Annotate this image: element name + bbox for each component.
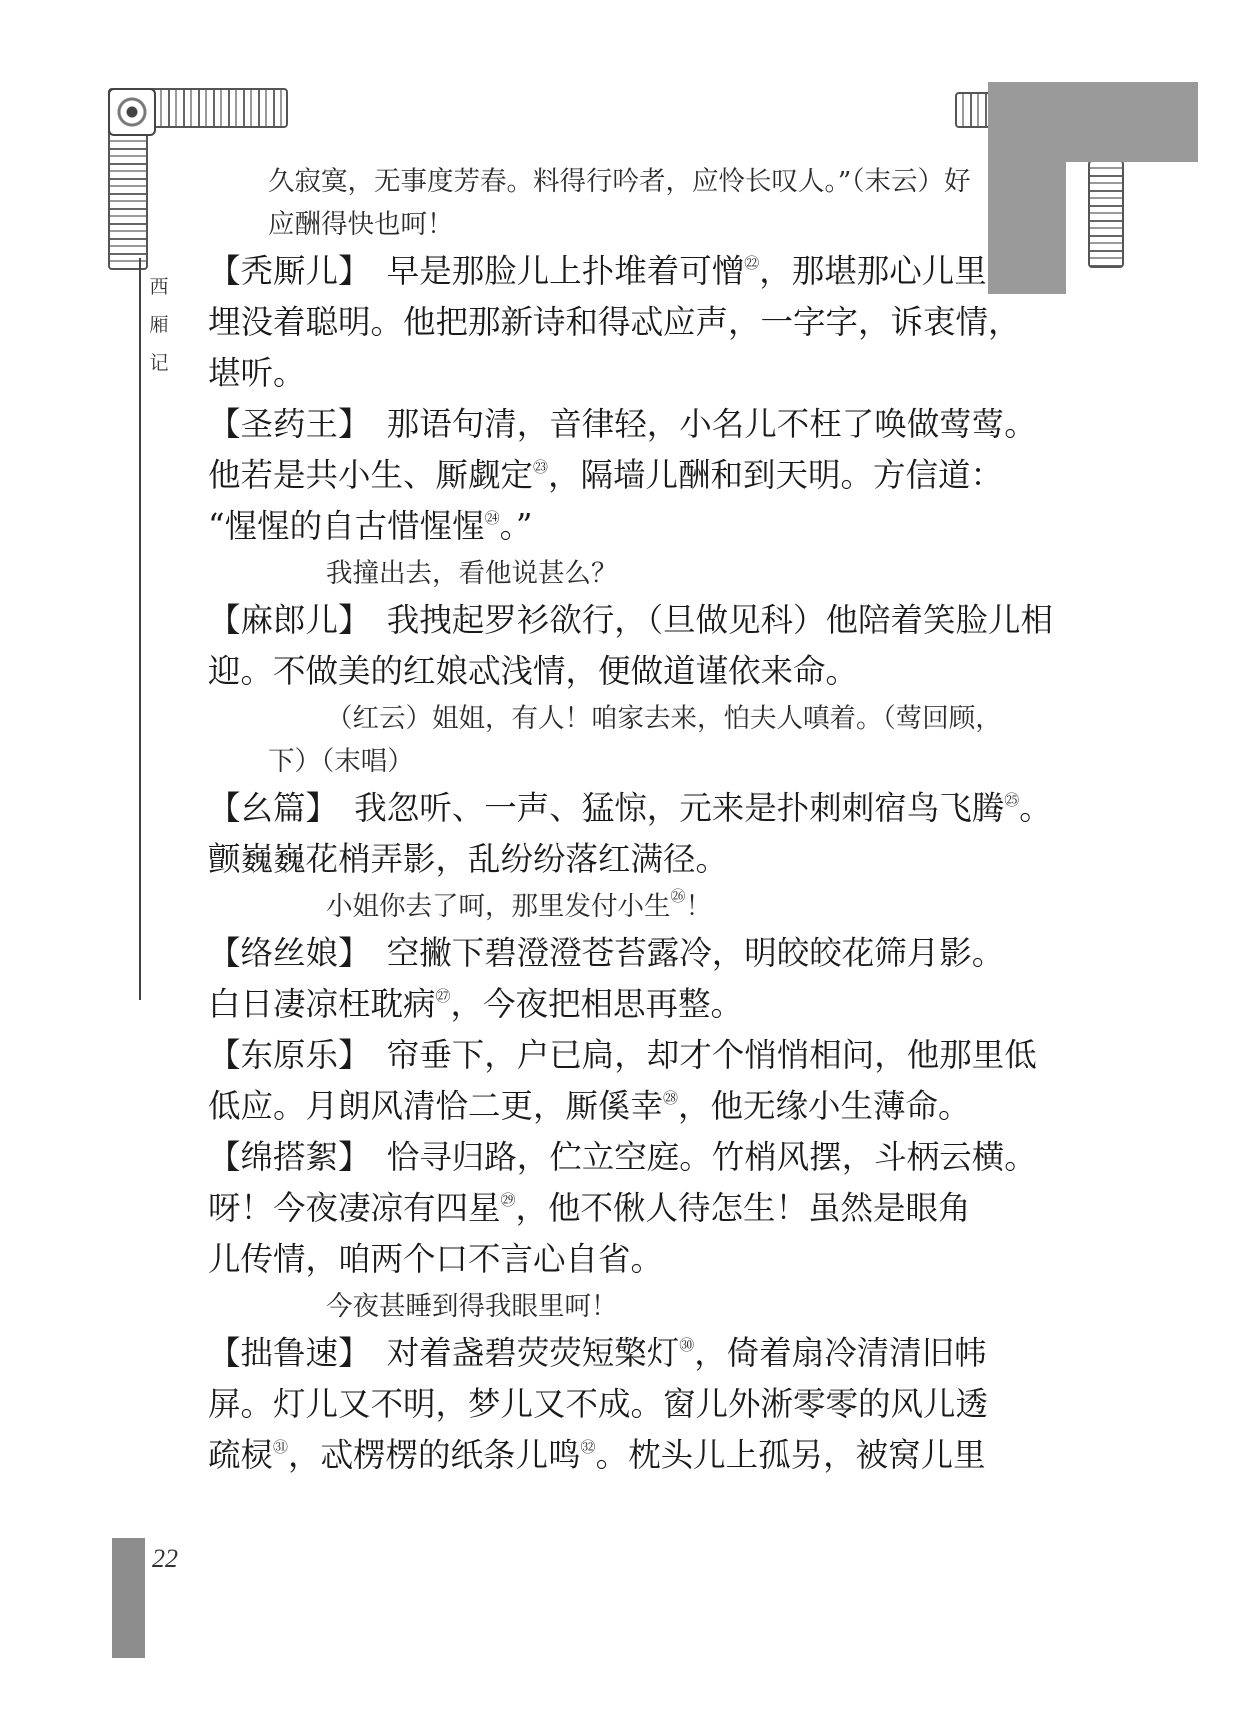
line-text: 埋没着聪明。他把那新诗和得忒应声，一字字，诉衷情， xyxy=(208,303,1021,341)
verse-line xyxy=(208,646,1020,697)
line-text: ，他无缘小生薄命。 xyxy=(678,1087,971,1125)
line-text: 今夜甚睡到得我眼里呵！ xyxy=(326,1291,618,1322)
verse-line xyxy=(208,834,1020,885)
side-ornament-right xyxy=(1088,160,1124,268)
line-text: 颤巍巍花梢弄影，乱纷纷落红满径。 xyxy=(208,840,729,878)
line-text: 小姐你去了呵，那里发付小生 xyxy=(326,891,671,922)
verse-line xyxy=(208,450,1020,501)
page-number-bar xyxy=(112,1538,145,1658)
verse-line xyxy=(208,928,1020,979)
line-text: 【秃厮儿】 早是那脸儿上扑堆着可憎 xyxy=(208,252,745,290)
line-text: ，今夜把相思再整。 xyxy=(450,985,744,1023)
verse-line xyxy=(208,1132,1037,1183)
line-text: （红云）姐姐，有人！咱家去来，怕夫人嗔着。（莺回顾， xyxy=(326,703,1002,734)
stage-direction-line xyxy=(208,552,1020,595)
verse-line xyxy=(208,1030,1037,1081)
line-text: 应酬得快也呵！ xyxy=(268,209,454,240)
line-text: 【拙鲁速】 对着盏碧荧荧短檠灯 xyxy=(208,1334,680,1372)
footnote-marker: ㉚ xyxy=(679,1336,695,1354)
verse-line xyxy=(208,246,1020,297)
line-text: 久寂寞，无事度芳春。料得行吟者，应怜长叹人。”（末云）好 xyxy=(268,166,971,197)
verse-line xyxy=(208,1379,1020,1430)
stage-direction-line xyxy=(208,203,1020,246)
footnote-marker: ㉖ xyxy=(670,887,686,905)
line-text: 【圣药王】 那语句清，音律轻，小名儿不枉了唤做莺莺。 xyxy=(208,405,1037,443)
verse-line xyxy=(208,501,1020,552)
footnote-marker: ㉜ xyxy=(580,1438,596,1456)
running-title: 西 厢 记 xyxy=(149,276,169,374)
line-text: ，隔墙儿酬和到天明。方信道： xyxy=(548,456,1004,494)
verse-line xyxy=(208,979,1020,1030)
line-text: 。枕头儿上孤另，被窝儿里 xyxy=(595,1436,986,1474)
line-text: 。 xyxy=(1019,789,1052,827)
stage-direction-line xyxy=(208,160,1020,203)
footnote-marker: ㉘ xyxy=(663,1089,679,1107)
line-text: ！ xyxy=(685,891,713,922)
line-text: 【幺篇】 我忽听、一声、猛惊，元来是扑刺刺宿鸟飞腾 xyxy=(208,789,1005,827)
line-text: 堪听。 xyxy=(208,354,306,392)
verse-line xyxy=(208,297,1020,348)
footnote-marker: ㉛ xyxy=(273,1438,289,1456)
line-text: ，那堪那心儿里 xyxy=(759,252,987,290)
line-text: 【东原乐】 帘垂下，户已扃，却才个悄悄相问，他那里低 xyxy=(208,1036,1037,1074)
footnote-marker: ㉔ xyxy=(484,509,500,527)
line-text: 【麻郎儿】 我拽起罗衫欲行，（旦做见科）他陪着笑脸儿相 xyxy=(208,601,1054,639)
stage-direction-line xyxy=(208,697,1020,740)
line-text: 白日凄凉枉耽病 xyxy=(208,985,436,1023)
verse-line xyxy=(208,1183,1020,1234)
line-text: 迎。不做美的红娘忒浅情，便做道谨依来命。 xyxy=(208,652,859,690)
verse-line xyxy=(208,595,1054,646)
line-text: 。” xyxy=(499,507,533,545)
verse-line xyxy=(208,1430,1020,1481)
line-text: ，倚着扇冷清清旧帏 xyxy=(694,1334,987,1372)
line-text: 低应。月朗风清恰二更，厮傒幸 xyxy=(208,1087,664,1125)
verse-line xyxy=(208,1328,1020,1379)
corner-rosette-ornament xyxy=(108,88,156,136)
stage-direction-line xyxy=(208,885,1020,928)
line-text: 下）（末唱） xyxy=(268,746,414,777)
line-text: 我撞出去，看他说甚么？ xyxy=(326,558,618,589)
stage-direction-line xyxy=(208,740,1020,783)
verse-line xyxy=(208,1081,1020,1132)
footnote-marker: ㉓ xyxy=(533,458,549,476)
page-body xyxy=(208,160,1054,1481)
page-number: 22 xyxy=(152,1544,178,1573)
verse-line xyxy=(208,399,1037,450)
line-text: 呀！今夜凄凉有四星 xyxy=(208,1189,501,1227)
verse-line xyxy=(208,783,1052,834)
line-text: 儿传情，咱两个口不言心自省。 xyxy=(208,1240,664,1278)
footnote-marker: ㉒ xyxy=(744,254,760,272)
line-text: 屏。灯儿又不明，梦儿又不成。窗儿外淅零零的风儿透 xyxy=(208,1385,989,1423)
line-text: ，他不偢人待怎生！虽然是眼角 xyxy=(515,1189,971,1227)
footnote-marker: ㉙ xyxy=(500,1191,516,1209)
line-text: 【络丝娘】 空撇下碧澄澄苍苔露冷，明皎皎花筛月影。 xyxy=(208,934,1005,972)
line-text: 疏棂 xyxy=(208,1436,274,1474)
stage-direction-line xyxy=(208,1285,1020,1328)
line-text: ，忒楞楞的纸条儿鸣 xyxy=(288,1436,581,1474)
line-text: 他若是共小生、厮觑定 xyxy=(208,456,534,494)
line-text: “惺惺的自古惜惺惺 xyxy=(208,507,485,545)
verse-line xyxy=(208,348,1020,399)
verse-line xyxy=(208,1234,1020,1285)
footnote-marker: ㉕ xyxy=(1004,791,1020,809)
margin-rule xyxy=(139,258,141,1000)
footnote-marker: ㉗ xyxy=(435,987,451,1005)
line-text: 【绵搭絮】 恰寻归路，伫立空庭。竹梢风摆，斗柄云横。 xyxy=(208,1138,1037,1176)
